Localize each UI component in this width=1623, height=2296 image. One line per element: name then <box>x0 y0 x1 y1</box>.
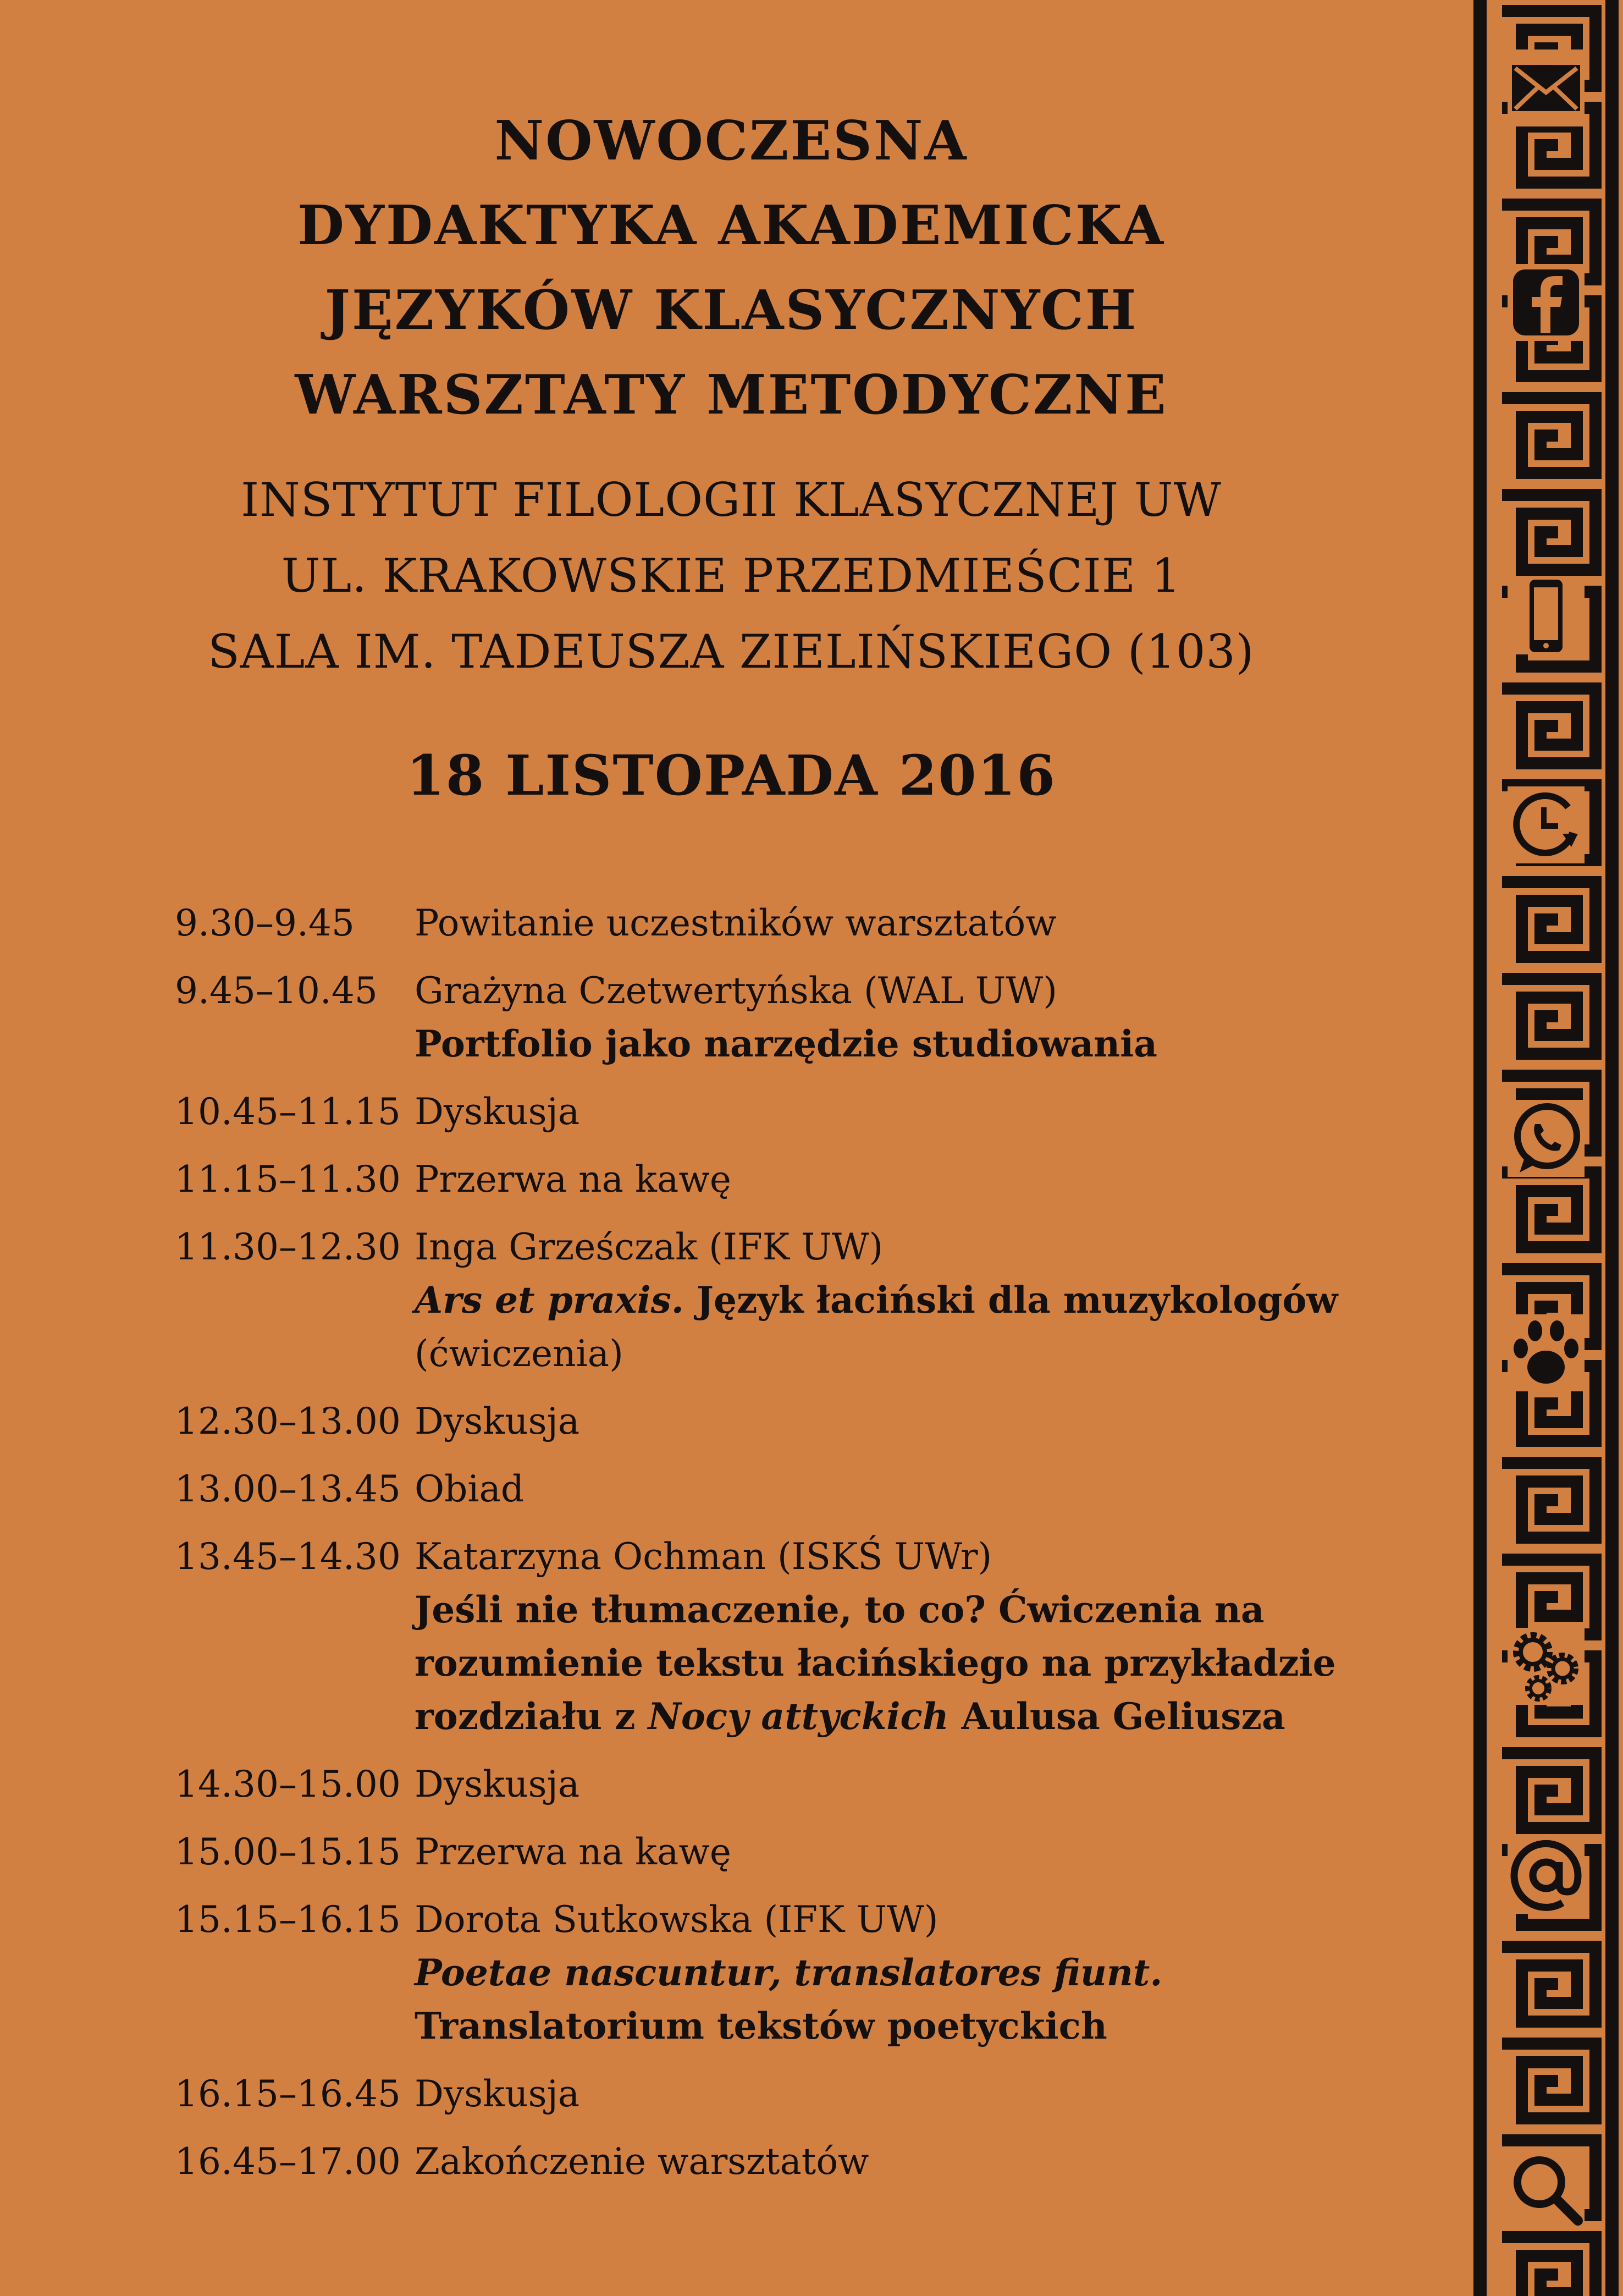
schedule-row <box>175 1530 1428 1743</box>
schedule-row <box>175 1085 1428 1138</box>
schedule-time: 13.45–14.30 <box>175 1535 401 1578</box>
schedule-content <box>415 1395 1428 1448</box>
mail-icon <box>1508 49 1585 126</box>
schedule-time: 16.45–17.00 <box>175 2140 401 2183</box>
talk-title <box>415 1017 1428 1071</box>
talk-title <box>415 1946 1428 2053</box>
schedule-time: 15.15–16.15 <box>175 1898 401 1941</box>
talk-title <box>415 1583 1428 1743</box>
schedule-row <box>175 1758 1428 1811</box>
schedule-row <box>175 2067 1428 2121</box>
schedule-content <box>415 1085 1428 1138</box>
schedule-content <box>415 1153 1428 1206</box>
schedule-row <box>175 1825 1428 1879</box>
schedule-text: Dyskusja <box>415 1400 580 1442</box>
schedule-time: 11.30–12.30 <box>175 1226 401 1268</box>
schedule-content <box>415 1893 1428 2053</box>
schedule-time: 16.15–16.45 <box>175 2073 401 2115</box>
talk-title-part: Aulusa Geliusza <box>948 1695 1285 1738</box>
paw-icon <box>1508 1314 1585 1391</box>
phone-icon <box>1508 577 1585 654</box>
schedule-content <box>415 1758 1428 1811</box>
talk-title-part: Jeśli nie tłumaczenie, to co? Ćwiczenia na rozumienie tekstu łacińskiego na przykładzie rozdziału z <box>415 1588 1336 1738</box>
schedule-text: Obiad <box>415 1468 525 1510</box>
at-sign-icon <box>1508 1837 1585 1914</box>
schedule-time: 12.30–13.00 <box>175 1400 401 1442</box>
title-line: NOWOCZESNA <box>494 109 968 173</box>
talk-title <box>415 1274 1428 1380</box>
schedule-content <box>415 1220 1428 1380</box>
clock-icon <box>1508 786 1585 863</box>
schedule-time: 14.30–15.00 <box>175 1763 401 1805</box>
schedule-text: Przerwa na kawę <box>415 1158 731 1201</box>
schedule-text: Grażyna Czetwertyńska (WAL UW) <box>415 970 1057 1012</box>
schedule-content <box>415 964 1428 1071</box>
talk-title-part: (ćwiczenia) <box>415 1333 623 1375</box>
title-line: WARSZTATY METODYCZNE <box>295 364 1168 427</box>
facebook-icon <box>1508 264 1585 341</box>
venue-line: SALA IM. TADEUSZA ZIELIŃSKIEGO (103) <box>208 625 1255 679</box>
talk-title-part: Portfolio jako narzędzie studiowania <box>415 1022 1158 1065</box>
schedule-time: 15.00–15.15 <box>175 1831 401 1873</box>
talk-title-part: Translatorium tekstów poetyckich <box>415 2005 1107 2047</box>
schedule-time: 13.00–13.45 <box>175 1468 401 1510</box>
schedule-row <box>175 2135 1428 2188</box>
schedule-row <box>175 896 1428 950</box>
schedule-content <box>415 1825 1428 1879</box>
schedule-content <box>415 2067 1428 2121</box>
schedule-time: 10.45–11.15 <box>175 1091 401 1133</box>
schedule-content <box>415 1530 1428 1743</box>
event-date: 18 LISTOPADA 2016 <box>406 743 1056 808</box>
venue-line: UL. KRAKOWSKIE PRZEDMIEŚCIE 1 <box>281 549 1182 603</box>
title-line: DYDAKTYKA AKADEMICKA <box>297 194 1165 257</box>
schedule <box>175 896 1428 2203</box>
schedule-text: Dyskusja <box>415 1763 580 1805</box>
schedule-time: 9.30–9.45 <box>175 902 355 944</box>
schedule-time: 9.45–10.45 <box>175 970 378 1012</box>
venue <box>0 462 1462 690</box>
schedule-text: Katarzyna Ochman (ISKŚ UWr) <box>415 1535 992 1578</box>
schedule-text: Dyskusja <box>415 2073 580 2115</box>
talk-title-part: Nocy attyckich <box>648 1695 949 1738</box>
schedule-row <box>175 1893 1428 2053</box>
talk-title-part: Poetae nascuntur, translatores fiunt. <box>415 1951 1163 1994</box>
schedule-text: Dyskusja <box>415 1091 580 1133</box>
schedule-text: Przerwa na kawę <box>415 1831 731 1873</box>
schedule-content <box>415 1462 1428 1516</box>
schedule-text: Dorota Sutkowska (IFK UW) <box>415 1898 939 1941</box>
venue-line: INSTYTUT FILOLOGII KLASYCZNEJ UW <box>241 473 1222 527</box>
schedule-row <box>175 1462 1428 1516</box>
schedule-row <box>175 964 1428 1071</box>
schedule-text: Inga Grześczak (IFK UW) <box>415 1226 884 1268</box>
schedule-content <box>415 896 1428 950</box>
title-line: JĘZYKÓW KLASYCZNYCH <box>324 279 1138 342</box>
poster-title <box>0 99 1462 438</box>
search-icon <box>1508 2150 1585 2227</box>
talk-title-part: Język łaciński dla muzykologów <box>683 1279 1338 1322</box>
schedule-time: 11.15–11.30 <box>175 1158 401 1201</box>
whatsapp-icon <box>1508 1100 1585 1177</box>
schedule-content <box>415 2135 1428 2188</box>
talk-title-part: Ars et praxis. <box>415 1279 684 1322</box>
schedule-row <box>175 1395 1428 1448</box>
gears-icon <box>1508 1628 1585 1705</box>
schedule-text: Zakończenie warsztatów <box>415 2140 869 2183</box>
schedule-text: Powitanie uczestników warsztatów <box>415 902 1057 944</box>
schedule-row <box>175 1220 1428 1380</box>
schedule-row <box>175 1153 1428 1206</box>
